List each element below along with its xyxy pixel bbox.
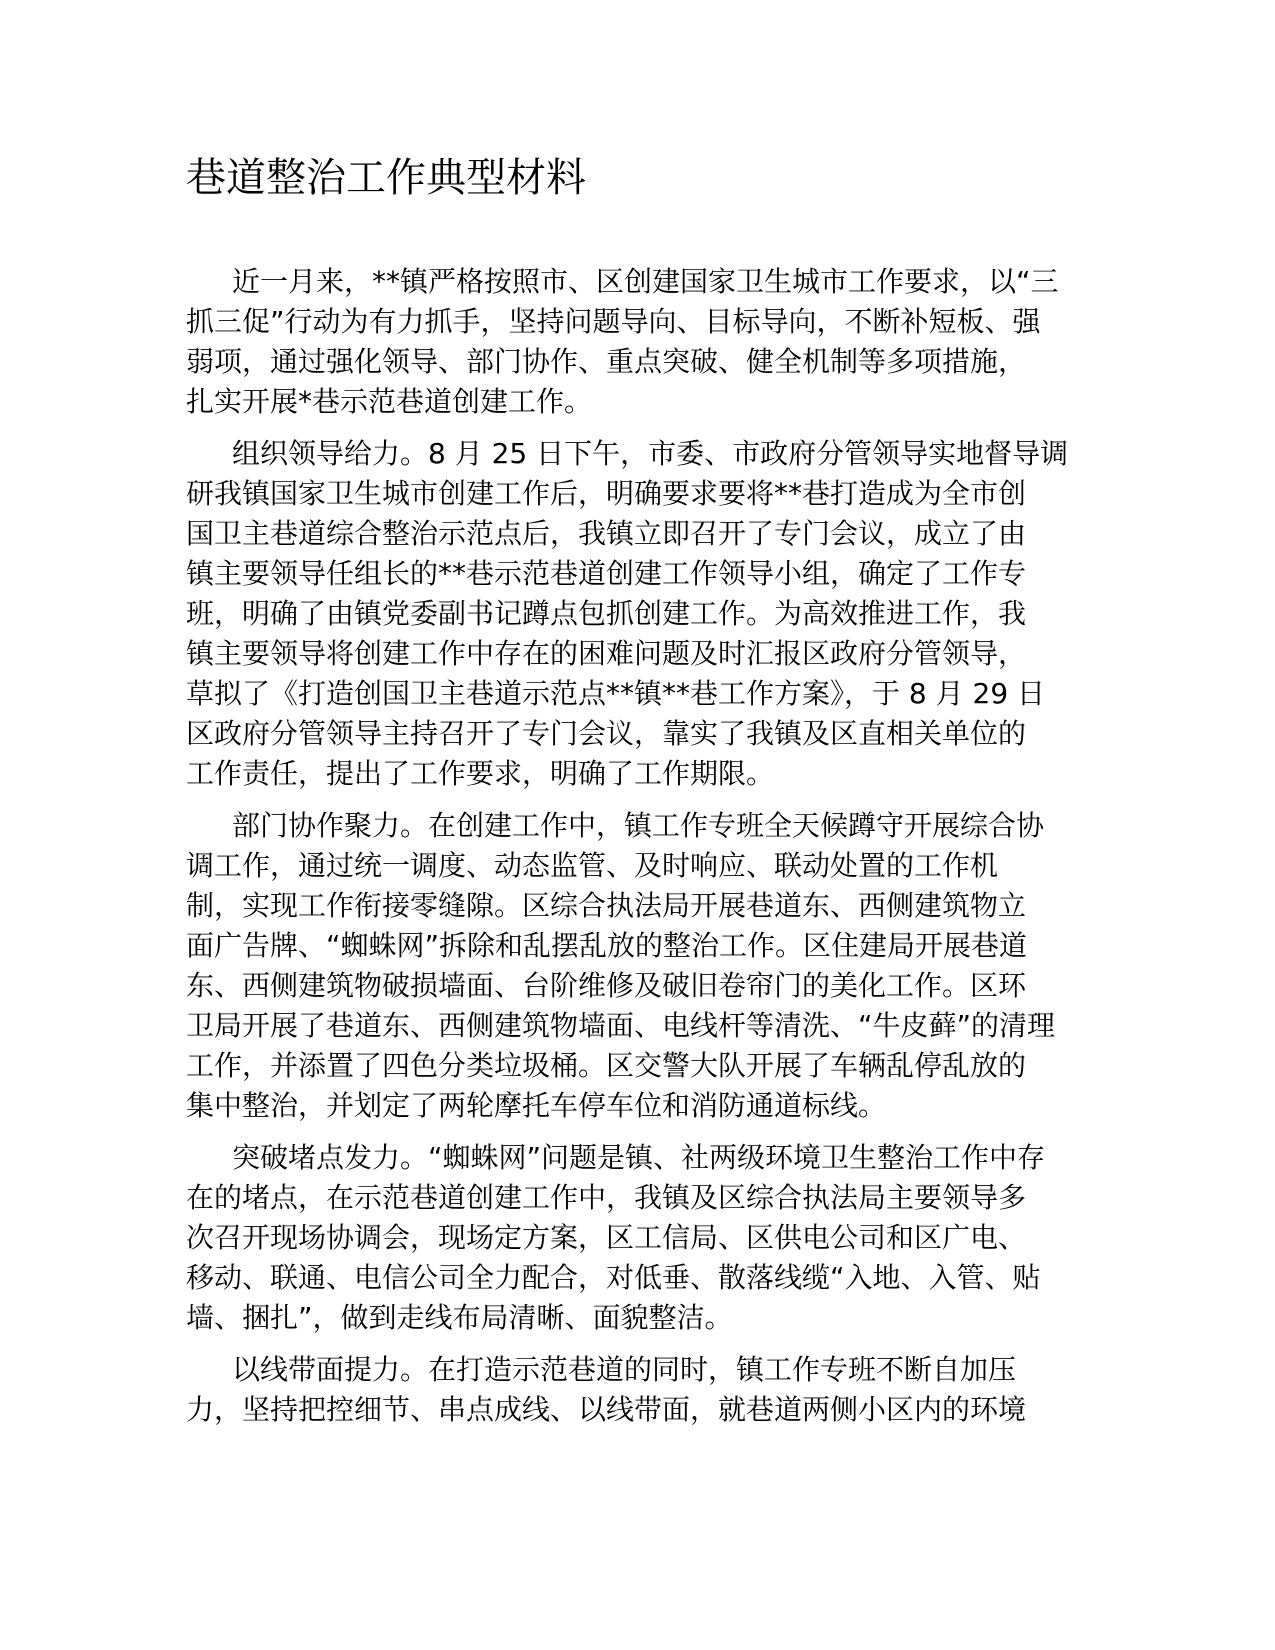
- document-body: [186, 262, 1086, 1442]
- paragraph-line: 国卫主巷道综合整治示范点后，我镇立即召开了专门会议，成立了由: [186, 517, 1027, 550]
- paragraph-line: 以线带面提力。在打造示范巷道的同时，镇工作专班不断自加压: [232, 1353, 1017, 1386]
- paragraph-line: 近一月来，**镇严格按照市、区创建国家卫生城市工作要求，以“三: [232, 265, 1059, 298]
- paragraph-line: 弱项，通过强化领导、部门协作、重点突破、健全机制等多项措施，: [186, 345, 1027, 378]
- paragraph-line: 移动、联通、电信公司全力配合，对低垂、散落线缆“入地、入管、贴: [186, 1261, 1041, 1294]
- body-paragraph: [186, 262, 1086, 422]
- paragraph-line: 力，坚持把控细节、串点成线、以线带面，就巷道两侧小区内的环境: [186, 1393, 1027, 1426]
- paragraph-line: 扎实开展*巷示范巷道创建工作。: [186, 385, 593, 418]
- paragraph-line: 次召开现场协调会，现场定方案，区工信局、区供电公司和区广电、: [186, 1221, 1027, 1254]
- body-paragraph: [186, 1350, 1086, 1430]
- paragraph-line: 突破堵点发力。“蜘蛛网”问题是镇、社两级环境卫生整治工作中存: [232, 1141, 1046, 1174]
- paragraph-line: 组织领导给力。8 月 25 日下午，市委、市政府分管领导实地督导调: [232, 437, 1069, 470]
- body-paragraph: [186, 434, 1086, 794]
- paragraph-line: 班，明确了由镇党委副书记蹲点包抓创建工作。为高效推进工作，我: [186, 597, 1027, 630]
- paragraph-line: 集中整治，并划定了两轮摩托车停车位和消防通道标线。: [186, 1089, 887, 1122]
- body-paragraph: [186, 1138, 1086, 1338]
- paragraph-line: 卫局开展了巷道东、西侧建筑物墙面、电线杆等清洗、“牛皮藓”的清理: [186, 1009, 1056, 1042]
- paragraph-line: 镇主要领导将创建工作中存在的困难问题及时汇报区政府分管领导，: [186, 637, 1027, 670]
- paragraph-line: 研我镇国家卫生城市创建工作后，明确要求要将**巷打造成为全市创: [186, 477, 1027, 510]
- paragraph-line: 墙、捆扎”，做到走线布局清晰、面貌整洁。: [186, 1301, 733, 1334]
- paragraph-line: 工作责任，提出了工作要求，明确了工作期限。: [186, 757, 775, 790]
- document-title: 巷道整治工作典型材料: [186, 155, 586, 201]
- paragraph-line: 镇主要领导任组长的**巷示范巷道创建工作领导小组，确定了工作专: [186, 557, 1027, 590]
- paragraph-line: 部门协作聚力。在创建工作中，镇工作专班全天候蹲守开展综合协: [232, 809, 1045, 842]
- paragraph-line: 调工作，通过统一调度、动态监管、及时响应、联动处置的工作机: [186, 849, 999, 882]
- paragraph-line: 制，实现工作衔接零缝隙。区综合执法局开展巷道东、西侧建筑物立: [186, 889, 1027, 922]
- paragraph-line: 草拟了《打造创国卫主巷道示范点**镇**巷工作方案》，于 8 月 29 日: [186, 677, 1046, 710]
- paragraph-line: 工作，并添置了四色分类垃圾桶。区交警大队开展了车辆乱停乱放的: [186, 1049, 1027, 1082]
- body-paragraph: [186, 806, 1086, 1126]
- paragraph-line: 东、西侧建筑物破损墙面、台阶维修及破旧卷帘门的美化工作。区环: [186, 969, 1027, 1002]
- paragraph-line: 面广告牌、“蜘蛛网”拆除和乱摆乱放的整治工作。区住建局开展巷道: [186, 929, 1028, 962]
- paragraph-line: 在的堵点，在示范巷道创建工作中，我镇及区综合执法局主要领导多: [186, 1181, 1027, 1214]
- paragraph-line: 抓三促”行动为有力抓手，坚持问题导向、目标导向，不断补短板、强: [186, 305, 1041, 338]
- paragraph-line: 区政府分管领导主持召开了专门会议，靠实了我镇及区直相关单位的: [186, 717, 1027, 750]
